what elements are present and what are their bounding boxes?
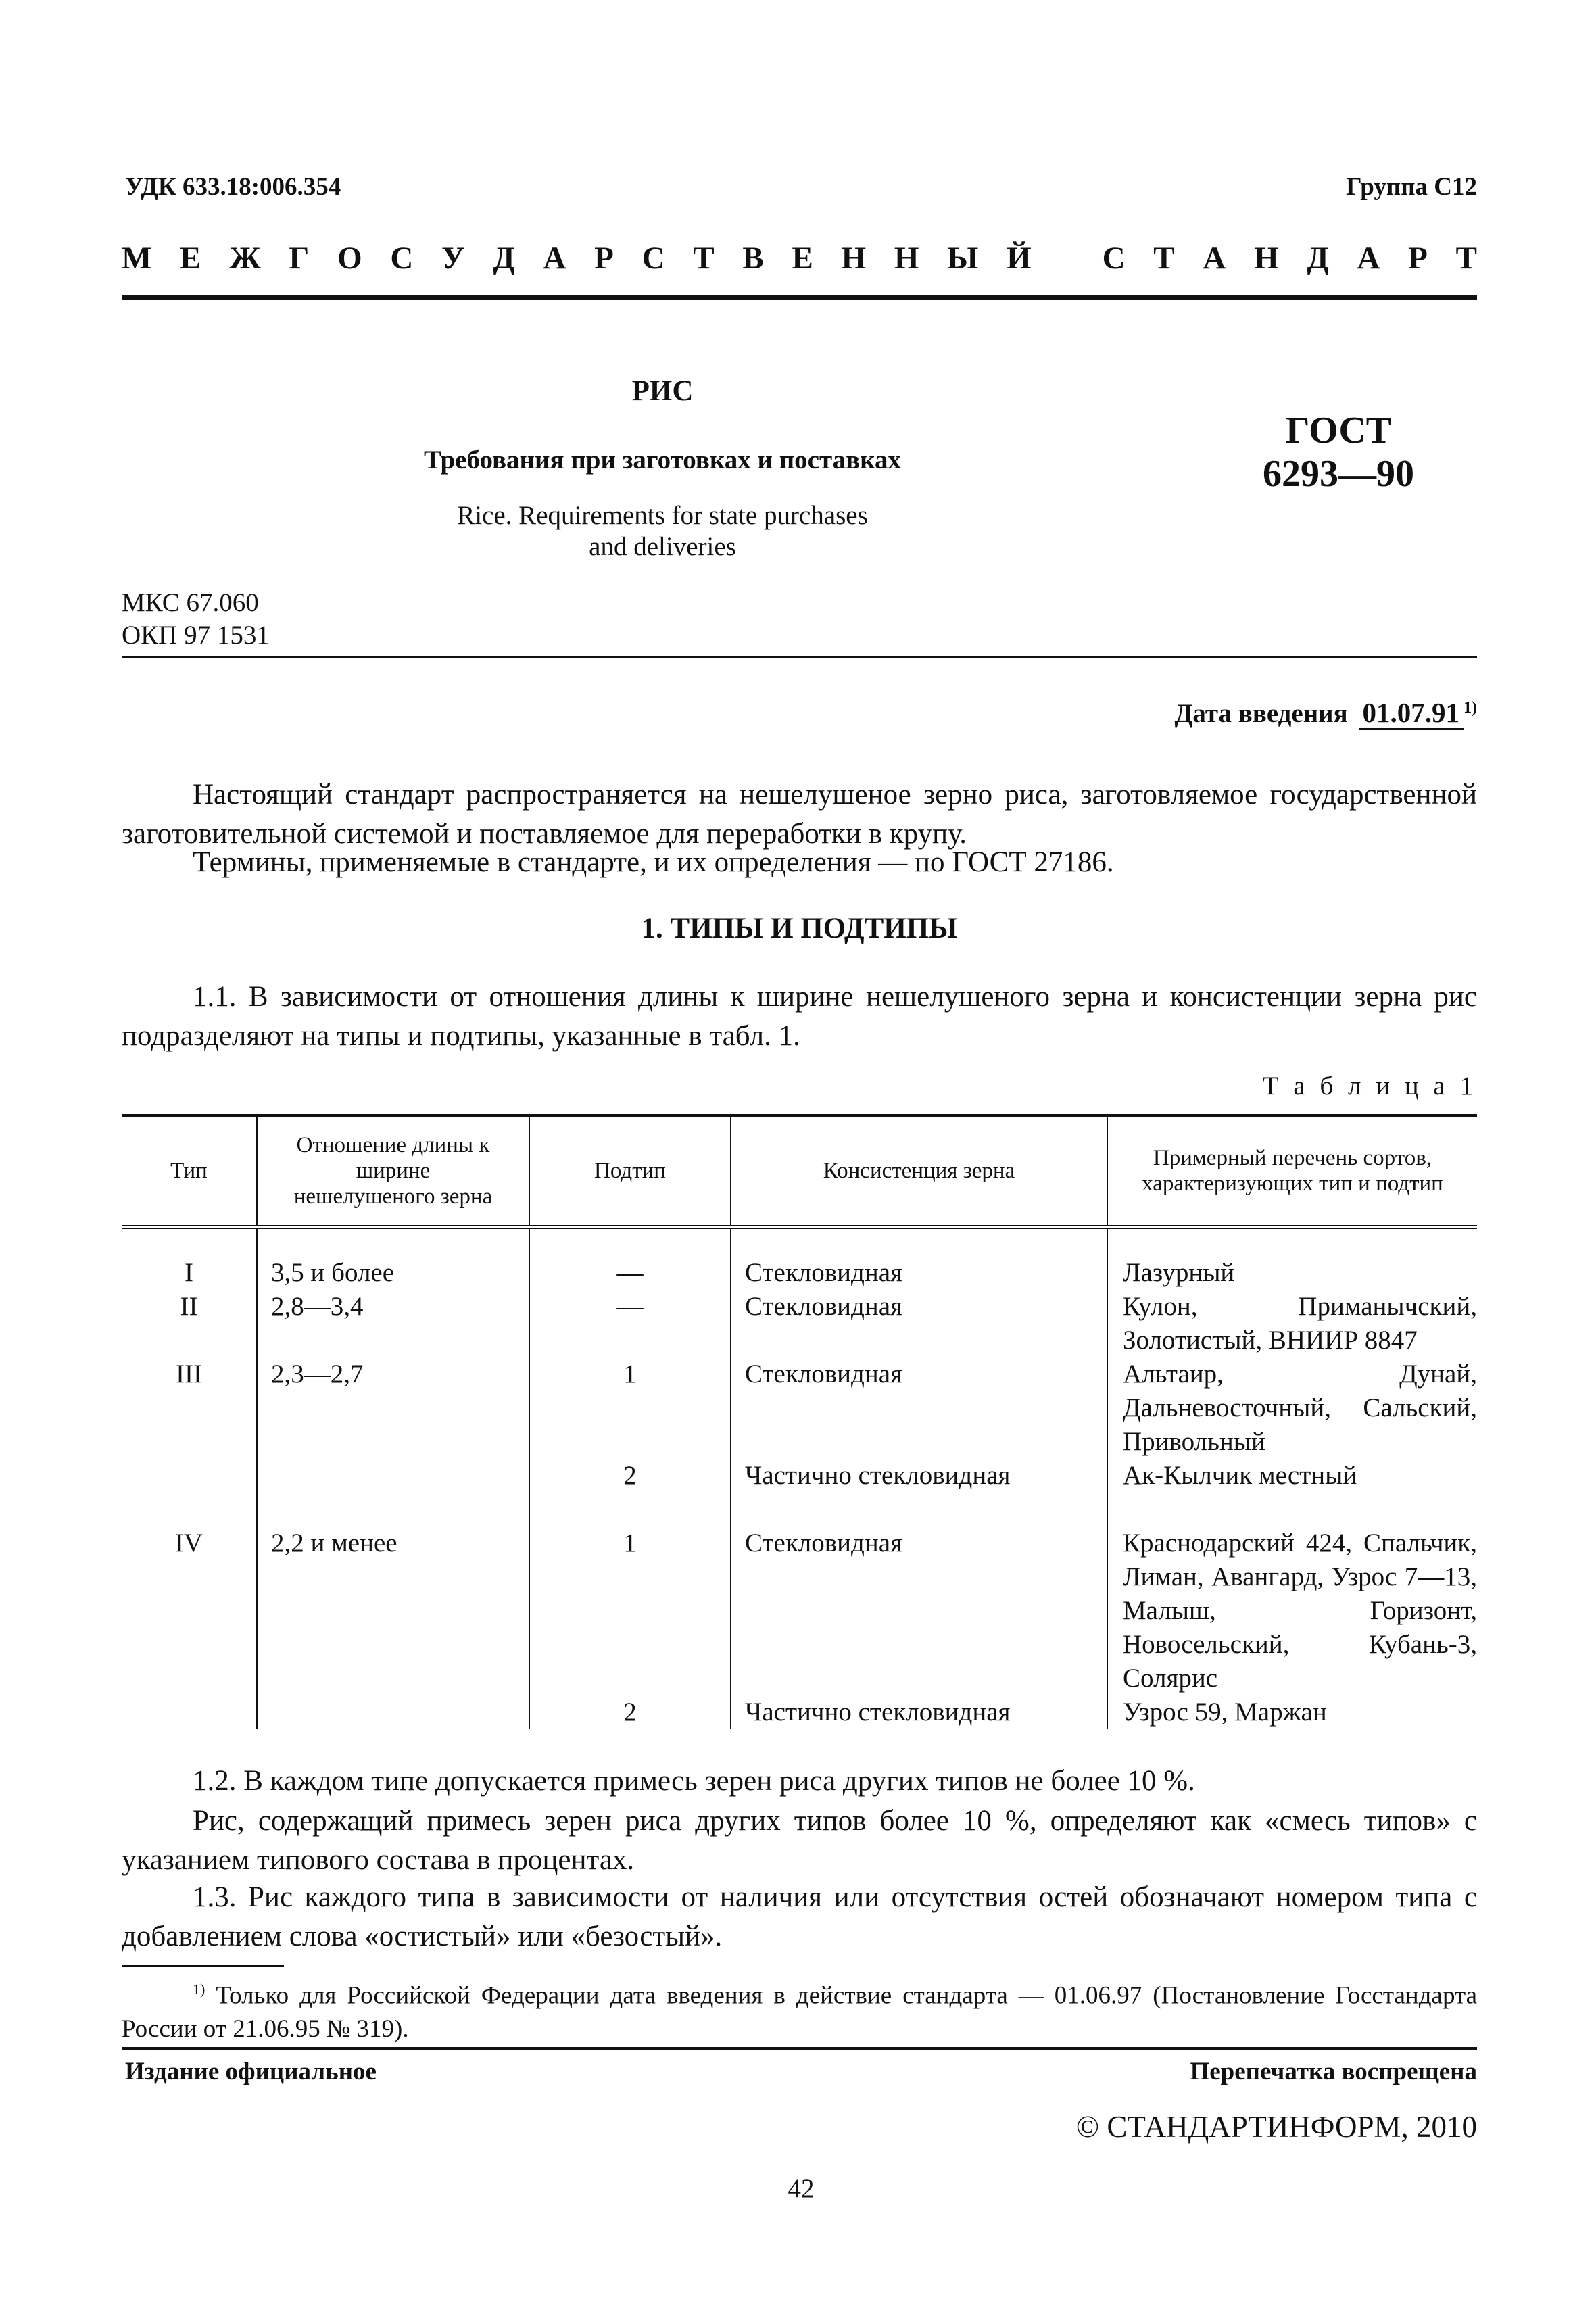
cell-varieties: Краснодарский 424, Спальчик, Лиман, Авангард, Узрос 7—13, Малыш, Горизонт, Новосельский, Кубань-3, Солярис [1123, 1528, 1477, 1693]
table-row [122, 1227, 1477, 1290]
cell-subtype: 1 [529, 1357, 731, 1459]
page-number: 42 [788, 2174, 815, 2203]
codes-rule [122, 656, 1477, 658]
cell-subtype: 1 [529, 1493, 731, 1695]
table-row [122, 1459, 1477, 1493]
interstate-standard-heading [122, 240, 1477, 281]
document-subtitle: Требования при заготовках и поставках [423, 445, 902, 475]
paragraph-1-2: 1.2. В каждом типе допускается примесь зерен риса других типов не более 10 %. [193, 1765, 1195, 1797]
cell-varieties: Лазурный [1123, 1258, 1235, 1287]
intro-paragraph-1: Настоящий стандарт распространяется на нешелушеное зерно риса, заготовляемое государственной заготовительной системой и поставляемое для переработки в крупу. [122, 779, 1477, 850]
intro-paragraph-2: Термины, применяемые в стандарте, и их определения — по ГОСТ 27186. [193, 846, 1114, 878]
classification-codes [122, 587, 270, 652]
cell-type [122, 1695, 257, 1729]
cell-ratio [257, 1695, 529, 1729]
title-block [324, 372, 1000, 562]
cell-consistency: Стекловидная [731, 1227, 1107, 1290]
cell-type: II [122, 1290, 257, 1357]
mks-code: МКС 67.060 [122, 588, 259, 617]
gost-label: ГОСТ [1285, 410, 1392, 452]
cell-varieties: Узрос 59, Маржан [1123, 1697, 1327, 1727]
table-row [122, 1290, 1477, 1357]
cell-ratio: 2,3—2,7 [257, 1357, 529, 1459]
footnote-text: Только для Российской Федерации дата введения в действие стандарта — 01.06.97 (Постановление Госстандарта России от 21.06.95 № 319). [122, 1981, 1477, 2044]
udk-code: УДК 633.18:006.354 [125, 173, 341, 201]
cell-type: IV [122, 1493, 257, 1695]
cell-subtype: — [529, 1290, 731, 1357]
english-title-line-1: Rice. Requirements for state purchases [457, 501, 868, 530]
cell-consistency: Стекловидная [731, 1493, 1107, 1695]
cell-varieties: Ак-Кылчик местный [1123, 1461, 1357, 1490]
document-title: РИС [631, 375, 694, 407]
cell-consistency: Стекловидная [731, 1357, 1107, 1459]
cell-subtype: — [529, 1227, 731, 1290]
types-table [122, 1114, 1477, 1729]
cell-varieties: Альтаир, Дунай, Дальневосточный, Сальский, Привольный [1123, 1359, 1477, 1456]
reprint-prohibited: Перепечатка воспрещена [1190, 2058, 1477, 2085]
header-varieties: Примерный перечень сортов, характеризующих тип и подтип [1142, 1146, 1443, 1196]
paragraph-1-3: 1.3. Рис каждого типа в зависимости от наличия или отсутствия остей обозначают номером типа с добавлением слова «остистый» или «безостый». [122, 1881, 1477, 1952]
standard-word: С Т А Н Д А Р Т [1102, 241, 1477, 276]
cell-ratio [257, 1459, 529, 1493]
table-header-row [122, 1115, 1477, 1227]
paragraph-1-2-mix: Рис, содержащий примесь зерен риса других типов более 10 %, определяют как «смесь типов» с указанием типового состава в процентах. [122, 1805, 1477, 1876]
section-heading: 1. ТИПЫ И ПОДТИПЫ [641, 913, 958, 944]
okp-code: ОКП 97 1531 [122, 621, 270, 650]
cell-consistency: Частично стекловидная [731, 1459, 1107, 1493]
footer-rule [122, 2047, 1477, 2050]
intro-date-value: 01.07.91 [1359, 697, 1464, 730]
header-ratio: Отношение длины к ширине нешелушеного зерна [257, 1115, 529, 1227]
copyright: © СТАНДАРТИНФОРМ, 2010 [1075, 2110, 1477, 2144]
intro-date-footnote-mark: 1) [1464, 699, 1477, 717]
paragraph-1-1: 1.1. В зависимости от отношения длины к ширине нешелушеного зерна и консистенции зерна рис подразделяют на типы и подтипы, указанные в табл. 1. [122, 981, 1477, 1052]
cell-subtype: 2 [529, 1459, 731, 1493]
footnote-rule [122, 1965, 284, 1967]
gost-number [1190, 409, 1487, 496]
footnote [122, 1973, 1477, 2046]
intro-date-label: Дата введения [1174, 699, 1348, 728]
cell-consistency: Частично стекловидная [731, 1695, 1107, 1729]
english-title-line-2: and deliveries [589, 532, 736, 561]
cell-ratio: 3,5 и более [257, 1227, 529, 1290]
group-code: Группа С12 [1346, 173, 1477, 201]
table-row [122, 1493, 1477, 1695]
cell-type: I [122, 1227, 257, 1290]
cell-subtype: 2 [529, 1695, 731, 1729]
footnote-mark: 1) [193, 1981, 205, 1998]
interstate-word: М Е Ж Г О С У Д А Р С Т В Е Н Н Ы Й [122, 241, 1032, 276]
header-type: Тип [122, 1115, 257, 1227]
table-row [122, 1357, 1477, 1459]
official-edition: Издание официальное [125, 2058, 377, 2085]
cell-ratio: 2,8—3,4 [257, 1290, 529, 1357]
gost-designation: 6293—90 [1263, 453, 1414, 495]
cell-type: III [122, 1357, 257, 1459]
header-rule [122, 295, 1477, 300]
cell-consistency: Стекловидная [731, 1290, 1107, 1357]
cell-type [122, 1459, 257, 1493]
header-consistency: Консистенция зерна [731, 1115, 1107, 1227]
table-caption: Т а б л и ц а 1 [1262, 1071, 1477, 1101]
table-row [122, 1695, 1477, 1729]
intro-date [1175, 691, 1477, 731]
cell-ratio: 2,2 и менее [257, 1493, 529, 1695]
header-subtype: Подтип [529, 1115, 731, 1227]
cell-varieties: Кулон, Приманычский, Золотистый, ВНИИР 8847 [1123, 1292, 1477, 1355]
